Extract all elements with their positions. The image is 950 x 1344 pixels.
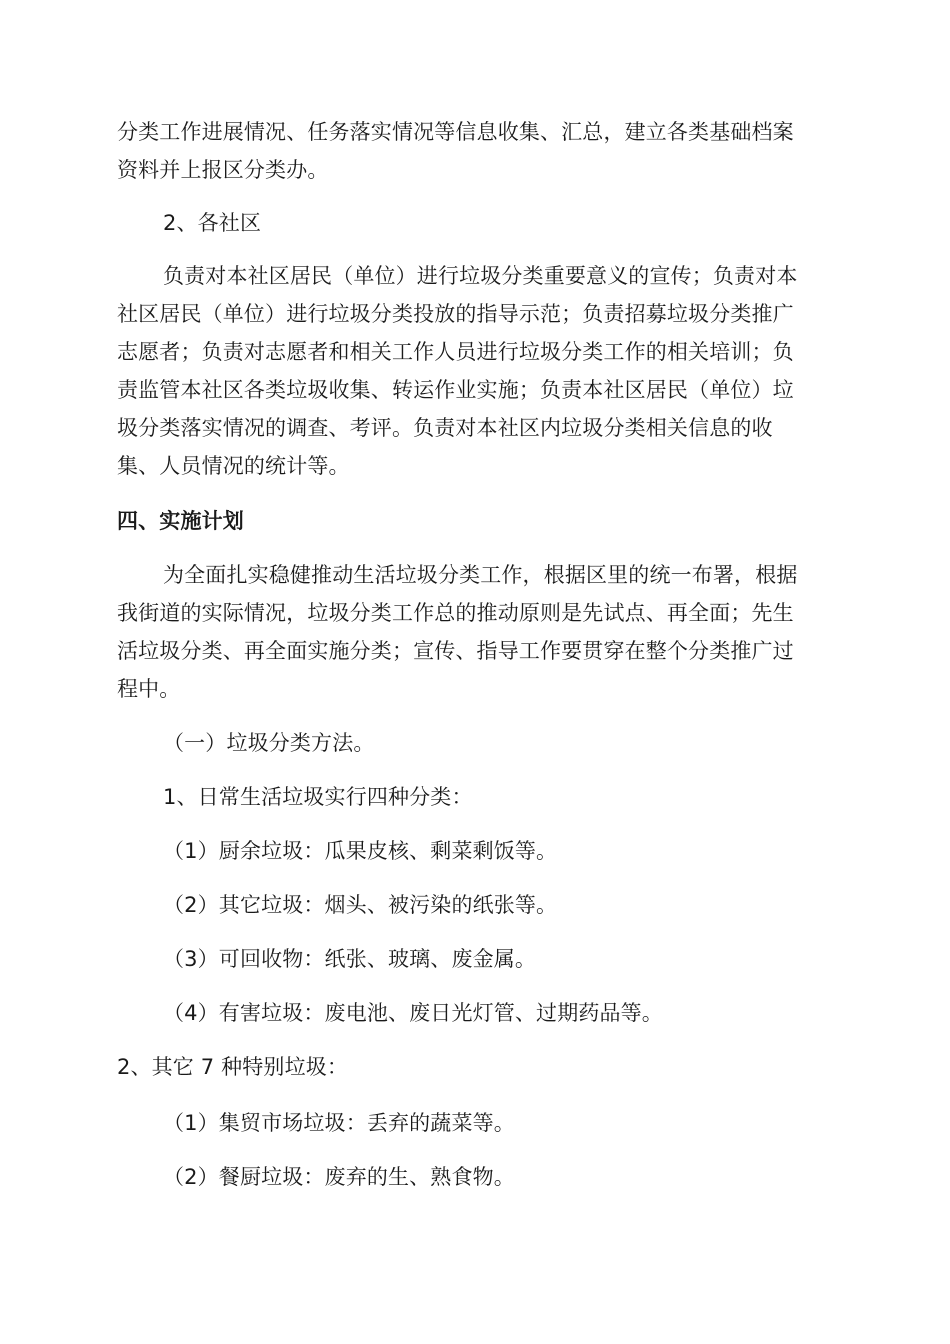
daily-item: （1）厨余垃圾：瓜果皮核、剩菜剩饭等。 [163,839,558,863]
intro-line: 分类工作进展情况、任务落实情况等信息收集、汇总，建立各类基础档案 [117,120,794,144]
daily-item: （4）有害垃圾：废电池、废日光灯管、过期药品等。 [163,1001,663,1025]
plan-paragraph-line: 活垃圾分类、再全面实施分类；宣传、指导工作要贯穿在整个分类推广过 [117,639,794,663]
special-item: （1）集贸市场垃圾：丢弃的蔬菜等。 [163,1111,515,1135]
community-paragraph-line: 社区居民（单位）进行垃圾分类投放的指导示范；负责招募垃圾分类推广 [117,302,794,326]
plan-paragraph-line: 我街道的实际情况，垃圾分类工作总的推动原则是先试点、再全面；先生 [117,601,794,625]
community-paragraph-line: 负责对本社区居民（单位）进行垃圾分类重要意义的宣传；负责对本 [163,264,798,288]
plan-paragraph-line: 程中。 [117,677,181,701]
intro-line: 资料并上报区分类办。 [117,158,329,182]
community-paragraph-line: 集、人员情况的统计等。 [117,454,350,478]
community-heading: 2、各社区 [163,211,262,235]
community-paragraph-line: 责监管本社区各类垃圾收集、转运作业实施；负责本社区居民（单位）垃 [117,378,794,402]
section-heading: 四、实施计划 [117,509,244,533]
daily-item: （3）可回收物：纸张、玻璃、废金属。 [163,947,537,971]
method-heading: （一）垃圾分类方法。 [163,731,375,755]
daily-heading: 1、日常生活垃圾实行四种分类： [163,785,473,809]
special-item: （2）餐厨垃圾：废弃的生、熟食物。 [163,1165,515,1189]
special-heading: 2、其它 7 种特别垃圾： [117,1055,349,1079]
community-paragraph-line: 圾分类落实情况的调查、考评。负责对本社区内垃圾分类相关信息的收 [117,416,773,440]
plan-paragraph-line: 为全面扎实稳健推动生活垃圾分类工作，根据区里的统一布署，根据 [163,563,798,587]
daily-item: （2）其它垃圾：烟头、被污染的纸张等。 [163,893,558,917]
community-paragraph-line: 志愿者；负责对志愿者和相关工作人员进行垃圾分类工作的相关培训；负 [117,340,794,364]
